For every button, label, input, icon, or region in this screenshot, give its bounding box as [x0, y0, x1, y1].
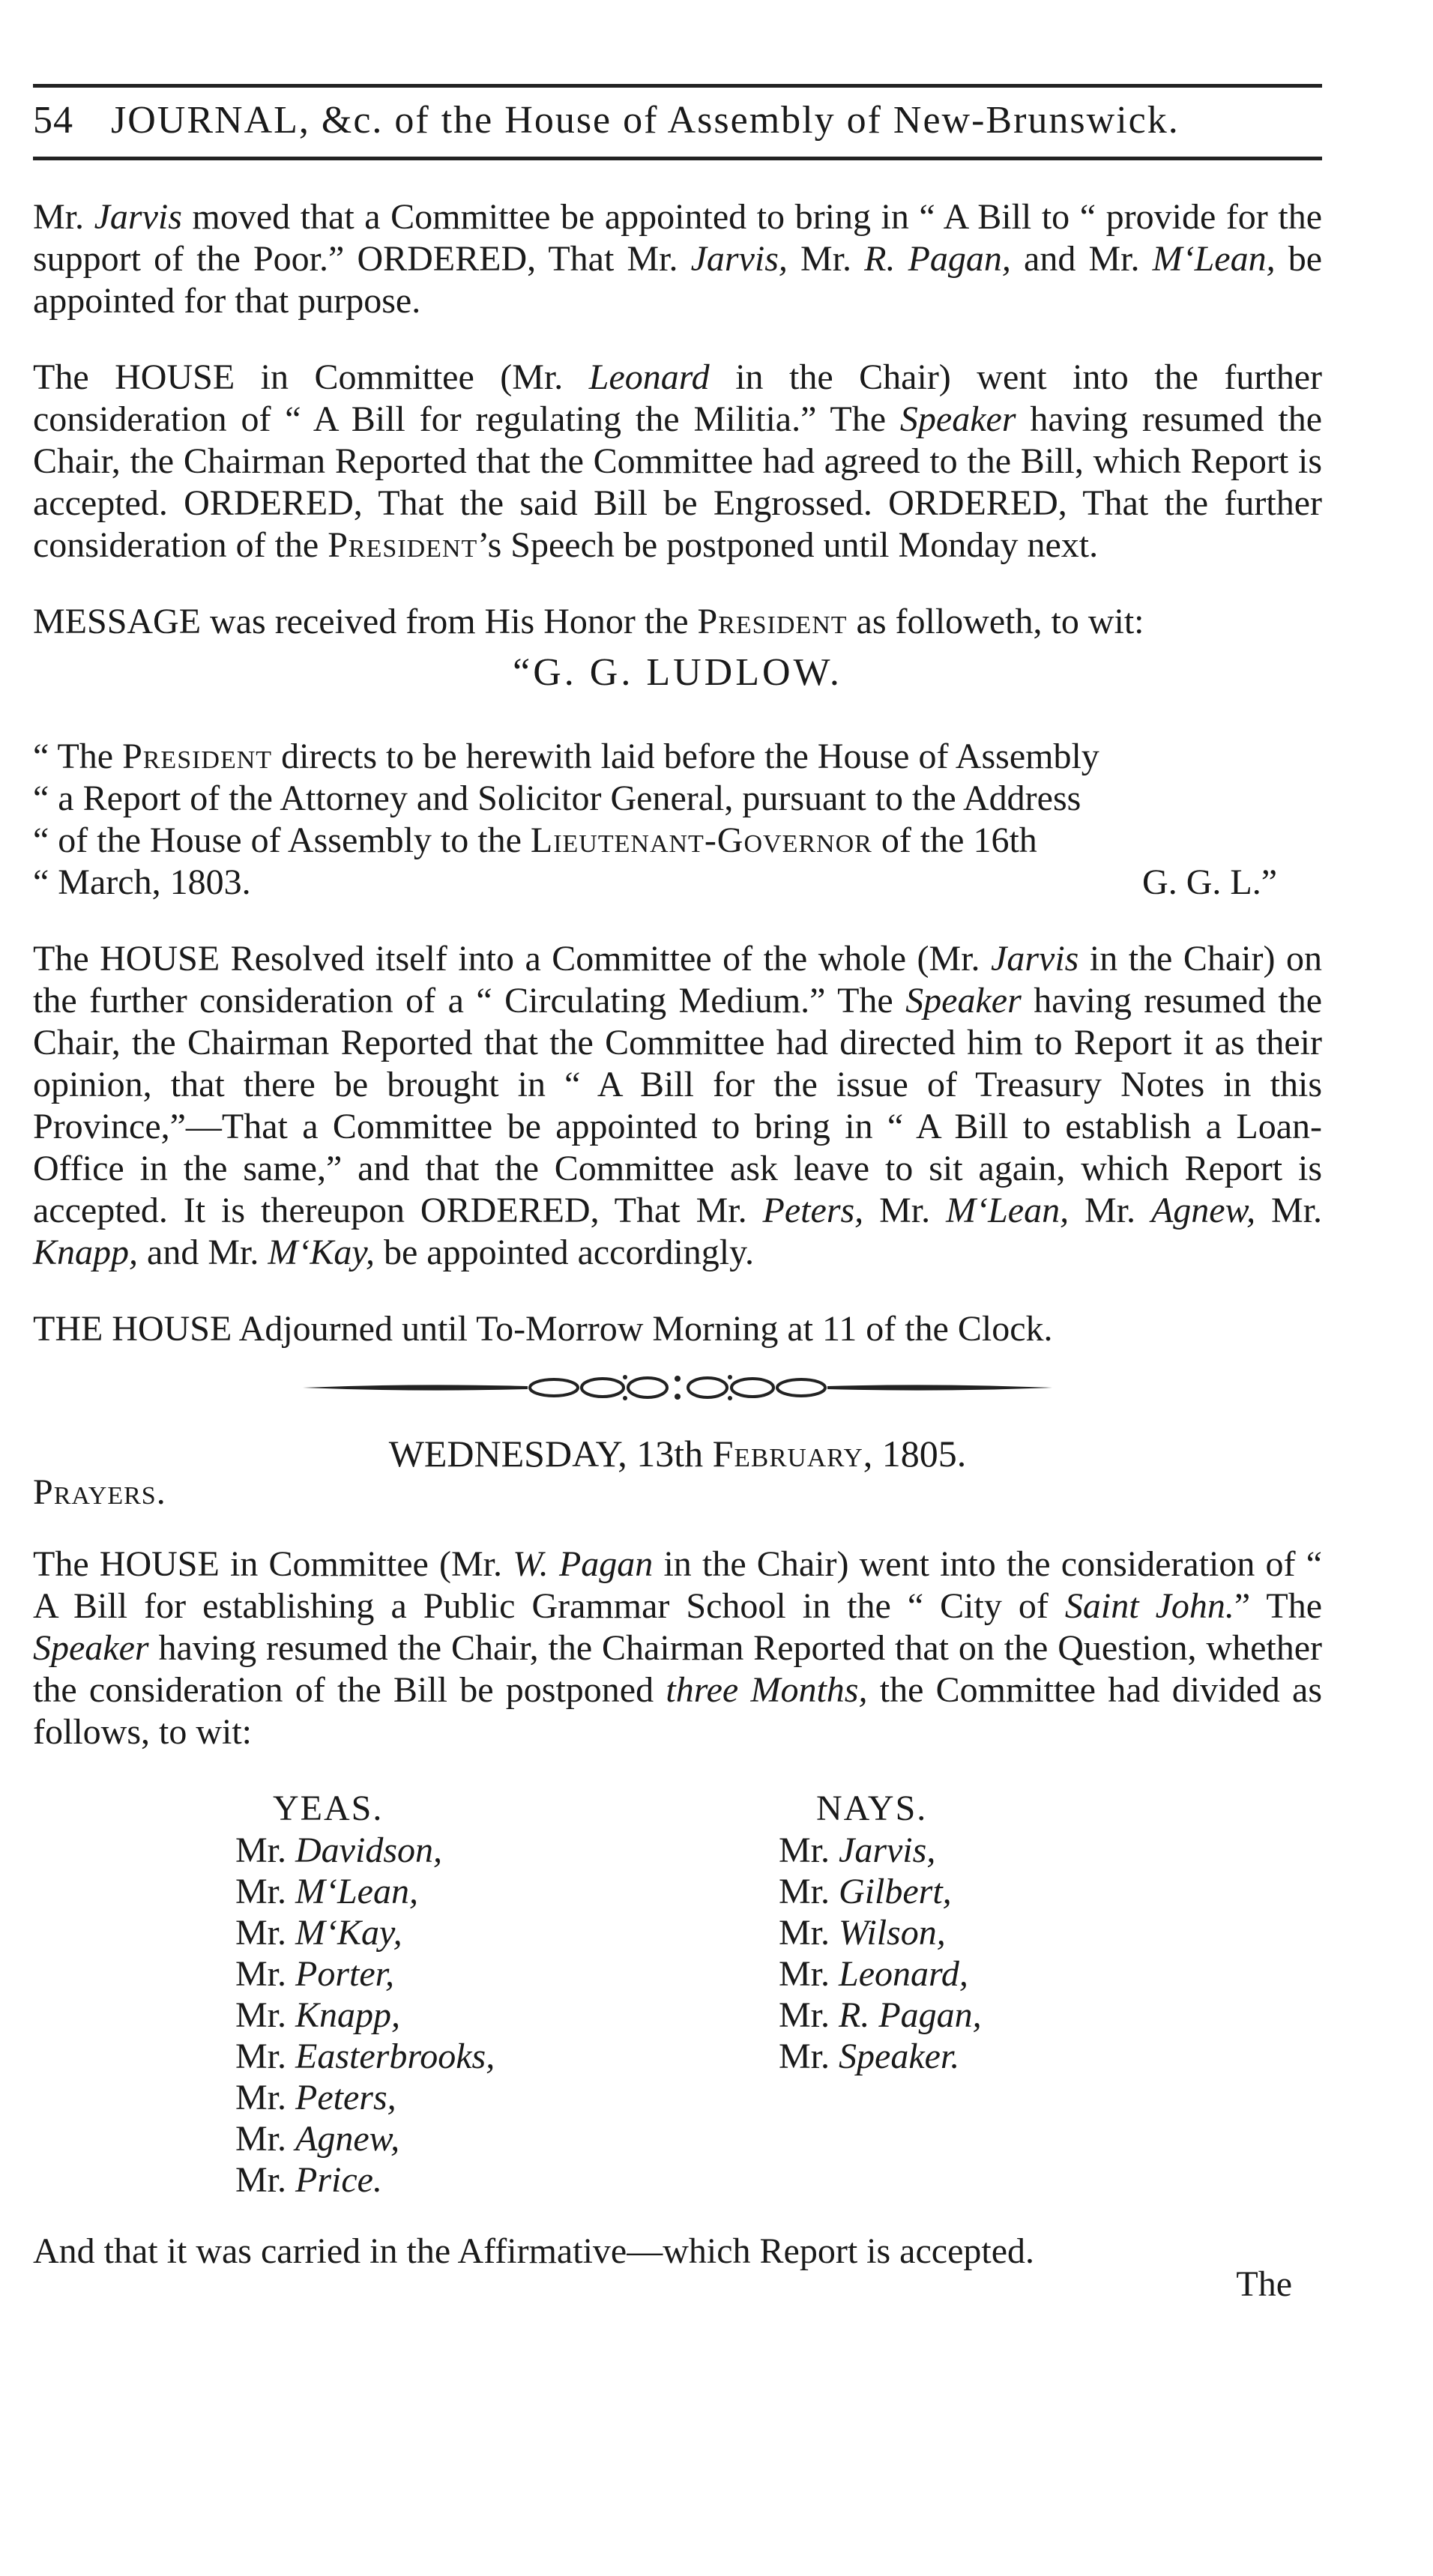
text: Mr. — [863, 1191, 947, 1230]
name: Leonard — [588, 357, 710, 397]
page-body — [33, 196, 1322, 2306]
ornament-divider — [33, 1373, 1322, 1403]
nays-column — [779, 1788, 1322, 2201]
adjournment-line: THE HOUSE Adjourned until To-Morrow Morning at 11 of the Clock. — [33, 1309, 1053, 1349]
nays-heading: NAYS. — [816, 1789, 928, 1828]
member-entry — [779, 1995, 1322, 2036]
text: the Committee had divided as follows, to wit: — [33, 1670, 1323, 1752]
paragraph-militia-bill — [33, 357, 1322, 566]
name: Jarvis — [94, 197, 182, 237]
member-name: Jarvis, — [839, 1830, 936, 1870]
name: Peters, — [762, 1191, 864, 1230]
member-name: R. Pagan, — [839, 1995, 982, 2035]
message-line — [33, 820, 1322, 862]
member-prefix: Mr. — [779, 1954, 839, 1994]
member-prefix: Mr. — [779, 1995, 839, 2035]
text: Mr. — [1255, 1191, 1323, 1230]
text: in the Chair) went into the consideration of “ A Bill for establishing a Public Grammar School in the “ City of — [33, 1544, 1323, 1626]
member-prefix: Mr. — [235, 1995, 296, 2035]
member-entry — [235, 1995, 779, 2036]
text: “ of the House of Assembly to the — [33, 820, 531, 860]
member-prefix: Mr. — [779, 1830, 839, 1870]
member-name: Porter, — [295, 1954, 395, 1994]
member-entry — [235, 1953, 779, 1995]
name: Speaker — [33, 1628, 149, 1668]
member-name: M‘Lean, — [295, 1872, 418, 1911]
member-prefix: Mr. — [235, 2119, 296, 2159]
member-name: Peters, — [295, 2078, 396, 2117]
ornament-rule-icon — [303, 1373, 1052, 1403]
yeas-heading: YEAS. — [273, 1789, 384, 1828]
division-list — [235, 1788, 1322, 2201]
member-prefix: Mr. — [779, 2037, 839, 2076]
member-entry — [235, 1830, 779, 1871]
text: having resumed the Chair, the Chairman Reported that the Committee had directed him to Report it as their opinion, that there be brought in “ A Bill for the issue of Treasury Notes in this Province,”—That a Committee be appointed to bring in “ A Bill to establish a Loan-Office in the same,” and that the Committee ask leave to sit again, which Report is accepted. It is thereupon ORDERED, That Mr. — [33, 981, 1322, 1230]
page-header — [33, 84, 1322, 160]
member-name: Gilbert, — [839, 1872, 952, 1911]
name: M‘Kay, — [268, 1233, 375, 1272]
name: Jarvis — [991, 939, 1079, 979]
paragraph-poor-bill — [33, 196, 1322, 322]
name: R. Pagan, — [864, 239, 1011, 279]
member-name: Agnew, — [295, 2119, 400, 2159]
name: three Months, — [666, 1670, 868, 1710]
page-number: 54 — [33, 99, 73, 142]
message-signature-heading: “G. G. LUDLOW. — [513, 651, 842, 694]
paragraph-circulating-medium — [33, 938, 1322, 1274]
closing-line: And that it was carried in the Affirmative—which Report is accepted. — [33, 2231, 1035, 2271]
text: Mr. — [1069, 1191, 1151, 1230]
text: moved that a Committee be appointed to bring in “ A Bill to “ provide for the support of the Poor.” ORDERED, That Mr. — [33, 197, 1323, 279]
yeas-column — [235, 1788, 779, 2201]
member-name: Speaker. — [839, 2037, 960, 2076]
text: having resumed the Chair, the Chairman Reported that the Committee had agreed to the Bill, which Report is accepted. ORDERED, That the said Bill be Engrossed. ORDERED, That the further consideration of the — [33, 399, 1323, 565]
member-entry — [779, 2036, 1322, 2077]
member-prefix: Mr. — [779, 1872, 839, 1911]
name: Speaker — [905, 981, 1022, 1021]
name: Saint John. — [1064, 1586, 1234, 1626]
member-entry — [779, 1830, 1322, 1871]
message-line — [33, 736, 1322, 778]
member-name: Davidson, — [295, 1830, 442, 1870]
text: The HOUSE Resolved itself into a Committee of the whole (Mr. — [33, 939, 992, 979]
text: Mr. — [33, 197, 94, 237]
text: in the Chair) went into the further consideration of “ A Bill for regulating the Militia.” The — [33, 357, 1322, 439]
member-prefix: Mr. — [235, 1830, 296, 1870]
text: The HOUSE in Committee (Mr. — [33, 357, 589, 397]
member-prefix: Mr. — [779, 1913, 839, 1953]
message-body — [33, 736, 1322, 904]
session-date — [33, 1433, 1322, 1475]
yeas-list — [235, 1830, 779, 2201]
small-caps-text: February — [712, 1433, 863, 1475]
member-entry — [779, 1912, 1322, 1953]
member-prefix: Mr. — [235, 2078, 296, 2117]
text: of the 16th — [872, 820, 1037, 860]
member-entry — [235, 2159, 779, 2201]
member-name: Wilson, — [839, 1913, 946, 1953]
member-prefix: Mr. — [235, 1913, 296, 1953]
message-line — [33, 862, 1322, 904]
member-name: Knapp, — [295, 1995, 401, 2035]
text: be appointed for that purpose. — [33, 239, 1323, 321]
small-caps-text: President — [697, 602, 848, 641]
member-entry — [779, 1953, 1322, 1995]
running-title: JOURNAL, &c. of the House of Assembly of New-Brunswick. — [111, 99, 1180, 142]
member-entry — [235, 2118, 779, 2159]
text: having resumed the Chair, the Chairman Reported that on the Question, whether the consideration of the Bill be postponed — [33, 1628, 1322, 1710]
member-prefix: Mr. — [235, 2160, 296, 2200]
name: Agnew, — [1150, 1191, 1256, 1230]
text: ’s Speech be postponed until Monday next. — [477, 525, 1099, 565]
small-caps-text: Lieutenant-Governor — [530, 820, 872, 860]
text: The HOUSE in Committee (Mr. — [33, 1544, 513, 1584]
text: “ March, 1803. — [33, 862, 251, 902]
name: M‘Lean, — [1152, 239, 1276, 279]
name: Knapp, — [33, 1233, 139, 1272]
member-name: Easterbrooks, — [295, 2037, 495, 2076]
small-caps-text: President — [122, 737, 273, 776]
member-entry — [235, 1912, 779, 1953]
small-caps-text: President — [328, 525, 478, 565]
text: ” The — [1234, 1586, 1323, 1626]
name: M‘Lean, — [946, 1191, 1070, 1230]
catchword: The — [1236, 2264, 1292, 2304]
text: WEDNESDAY, 13th — [388, 1433, 713, 1475]
name: Jarvis, — [690, 239, 788, 279]
nays-list — [779, 1830, 1322, 2077]
text: as followeth, to wit: — [847, 602, 1144, 641]
name: Speaker — [899, 399, 1016, 439]
member-entry — [235, 2036, 779, 2077]
text: in the Chair) on the further consideration of a “ Circulating Medium.” The — [33, 939, 1322, 1021]
text: and Mr. — [138, 1233, 268, 1272]
text: “ The — [33, 737, 123, 776]
prayers-heading: Prayers. — [33, 1472, 166, 1512]
text: MESSAGE was received from His Honor the — [33, 602, 698, 641]
member-entry — [779, 1871, 1322, 1912]
text: Mr. — [787, 239, 865, 279]
text: be appointed accordingly. — [374, 1233, 755, 1272]
text: and Mr. — [1010, 239, 1153, 279]
member-name: M‘Kay, — [295, 1913, 402, 1953]
member-prefix: Mr. — [235, 2037, 296, 2076]
member-entry — [235, 1871, 779, 1912]
paragraph-grammar-school — [33, 1544, 1322, 1753]
text: directs to be herewith laid before the House of Assembly — [272, 737, 1099, 776]
member-name: Leonard, — [839, 1954, 968, 1994]
member-name: Price. — [295, 2160, 382, 2200]
paragraph-message — [33, 601, 1322, 643]
name: W. Pagan — [513, 1544, 654, 1584]
member-prefix: Mr. — [235, 1872, 296, 1911]
message-initials: G. G. L.” — [1142, 862, 1277, 902]
member-entry — [235, 2077, 779, 2118]
text: , 1805. — [863, 1433, 967, 1475]
member-prefix: Mr. — [235, 1954, 296, 1994]
message-line: “ a Report of the Attorney and Solicitor General, pursuant to the Address — [33, 778, 1081, 818]
